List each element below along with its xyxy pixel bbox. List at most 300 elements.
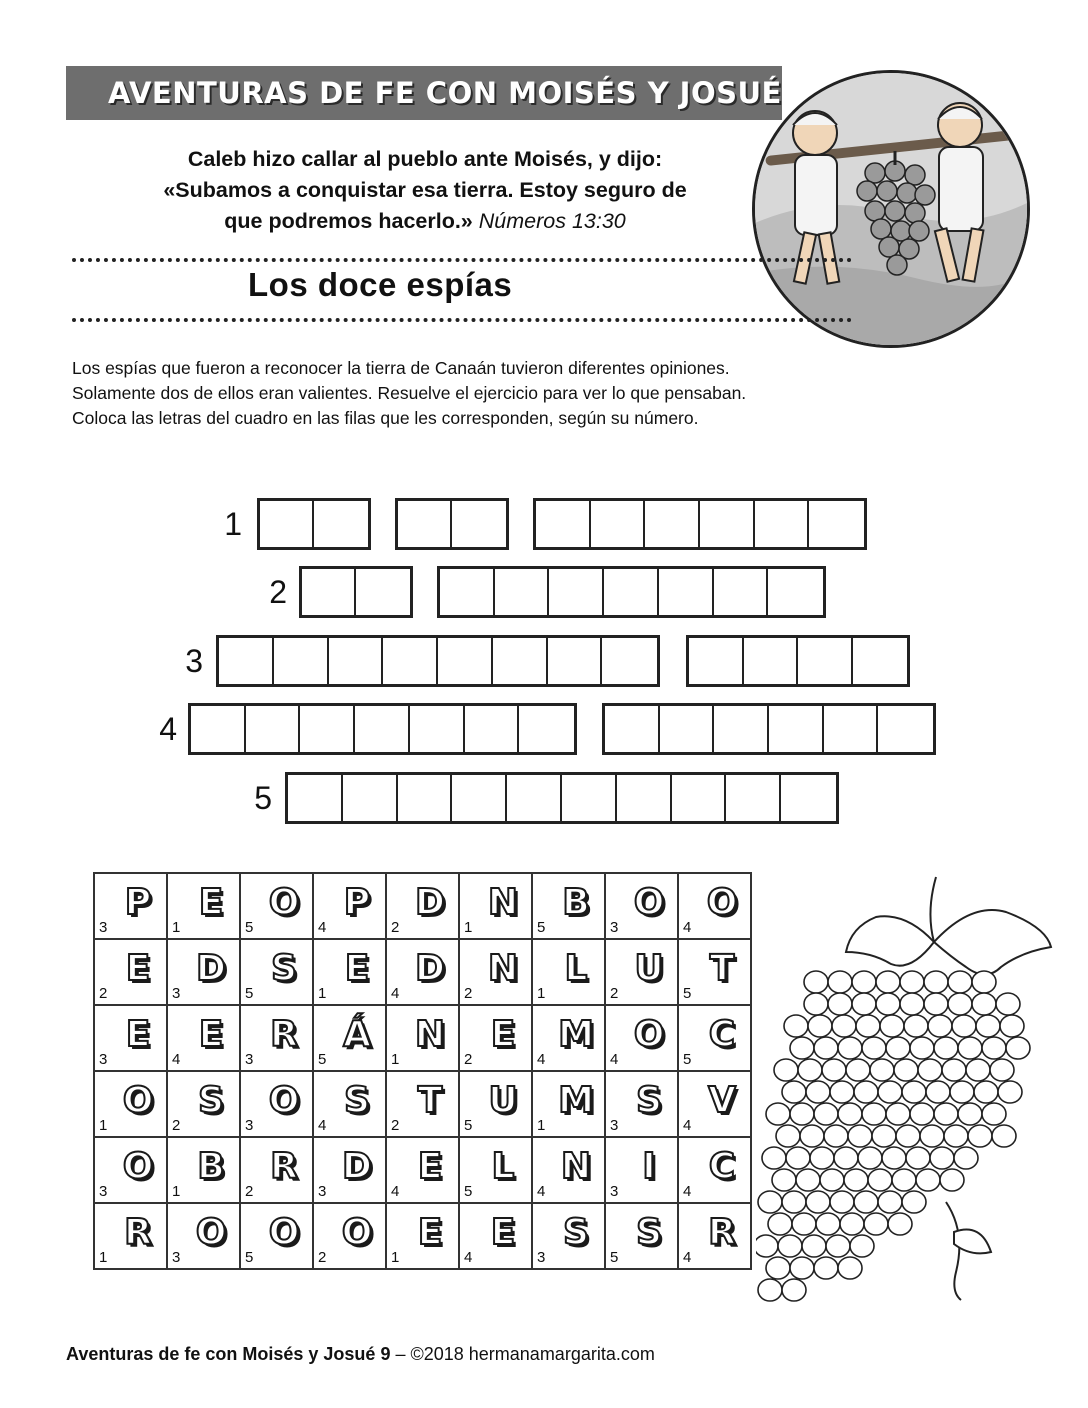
answer-letter-box[interactable] — [495, 569, 550, 615]
grape-berry — [854, 1191, 878, 1213]
grape-berry — [784, 1015, 808, 1037]
grid-letter: O — [122, 1146, 154, 1187]
grid-row-number: 5 — [245, 985, 254, 1002]
grid-cell — [94, 1137, 167, 1203]
answer-row-number: 1 — [224, 506, 242, 542]
grape-berry — [996, 993, 1020, 1015]
grid-cell — [313, 873, 386, 939]
grape-berry — [810, 1147, 834, 1169]
grid-row-number: 4 — [610, 1051, 619, 1068]
grid-row-number: 2 — [245, 1183, 254, 1200]
grape-berry — [832, 1015, 856, 1037]
grid-row-number: 4 — [683, 1117, 692, 1134]
grid-cell — [240, 873, 313, 939]
grid-cell — [605, 1203, 678, 1269]
grid-row-number: 3 — [610, 1183, 619, 1200]
grid-letter: U — [634, 948, 664, 989]
grid-row — [94, 873, 751, 939]
grape-berry — [934, 1037, 958, 1059]
grape-berry — [786, 1147, 810, 1169]
grape-berry — [830, 1191, 854, 1213]
grape-berry — [852, 993, 876, 1015]
grape-berry — [902, 1081, 926, 1103]
answer-letter-box[interactable] — [798, 638, 853, 684]
grid-letter: E — [344, 948, 370, 989]
grid-cell — [313, 939, 386, 1005]
instruction-line: Solamente dos de ellos eran valientes. Resuelve el ejercicio para ver lo que pensaban. — [72, 383, 747, 403]
grape-berry — [948, 993, 972, 1015]
grid-row-number: 1 — [99, 1117, 108, 1134]
grid-row-number: 5 — [318, 1051, 327, 1068]
answer-letter-box[interactable] — [645, 501, 700, 547]
grid-letter: O — [633, 1014, 665, 1055]
answer-letter-box[interactable] — [781, 775, 836, 821]
answer-letter-box[interactable] — [191, 706, 246, 752]
grape-berry — [778, 1235, 802, 1257]
grid-row-number: 3 — [172, 1249, 181, 1266]
grid-letter: B — [197, 1146, 225, 1187]
grape-berry — [782, 1279, 806, 1301]
grid-letter: D — [342, 1146, 372, 1187]
grid-row-number: 5 — [683, 1051, 692, 1068]
grid-letter: N — [414, 1014, 446, 1055]
answer-letter-box[interactable] — [314, 501, 368, 547]
grid-row-number: 1 — [172, 919, 181, 936]
grid-cell — [459, 873, 532, 939]
grid-row-number: 5 — [683, 985, 692, 1002]
grid-cell — [313, 1203, 386, 1269]
grid-cell — [386, 1203, 459, 1269]
answer-letter-box[interactable] — [591, 501, 646, 547]
answer-letter-box[interactable] — [519, 706, 574, 752]
grape-berry — [998, 1081, 1022, 1103]
grape-berry — [802, 1235, 826, 1257]
grid-letter: O — [706, 882, 738, 923]
answer-word — [437, 566, 826, 618]
grid-cell — [240, 1137, 313, 1203]
grid-letter: P — [124, 882, 152, 923]
grape-berry — [806, 1191, 830, 1213]
grid-cell — [386, 873, 459, 939]
grape-berry — [792, 1213, 816, 1235]
grid-letter: M — [558, 1014, 594, 1055]
grape-berry — [900, 993, 924, 1015]
answer-letter-box[interactable] — [714, 569, 769, 615]
grid-cell — [678, 1005, 751, 1071]
grid-cell — [167, 873, 240, 939]
grape-berry — [924, 993, 948, 1015]
grid-row-number: 3 — [245, 1051, 254, 1068]
grid-cell — [313, 1005, 386, 1071]
grid-letter: O — [122, 1080, 154, 1121]
answer-letter-box[interactable] — [617, 775, 672, 821]
grid-cell — [605, 1137, 678, 1203]
grid-row-number: 3 — [99, 919, 108, 936]
answer-letter-box[interactable] — [878, 706, 933, 752]
instruction-line: Coloca las letras del cuadro en las filas que les corresponden, según su número. — [72, 408, 699, 428]
grid-cell — [532, 1137, 605, 1203]
grid-row-number: 3 — [537, 1249, 546, 1266]
grape-berry — [808, 1015, 832, 1037]
grid-row-number: 4 — [391, 1183, 400, 1200]
grape-berry — [944, 1125, 968, 1147]
verse-line: Caleb hizo callar al pueblo ante Moisés, y dijo: — [187, 147, 663, 171]
grape-berry — [768, 1213, 792, 1235]
grid-row-number: 4 — [172, 1051, 181, 1068]
answer-word — [395, 498, 509, 550]
answer-letter-box[interactable] — [726, 775, 781, 821]
grape-berry — [902, 1191, 926, 1213]
grid-cell — [94, 939, 167, 1005]
answer-letter-box[interactable] — [398, 775, 453, 821]
answer-letter-box[interactable] — [219, 638, 274, 684]
answer-row-number: 3 — [185, 643, 203, 679]
grape-berry — [894, 1059, 918, 1081]
answer-letter-box[interactable] — [343, 775, 398, 821]
grape-berry — [796, 1169, 820, 1191]
grid-letter: S — [344, 1080, 370, 1121]
grape-berry — [850, 1235, 874, 1257]
grid-cell — [459, 1203, 532, 1269]
grid-letter: T — [709, 948, 735, 989]
grid-cell — [240, 1203, 313, 1269]
grape-berry — [958, 1103, 982, 1125]
grid-cell — [532, 939, 605, 1005]
grid-cell — [386, 939, 459, 1005]
answer-letter-box[interactable] — [672, 775, 727, 821]
answer-letter-box[interactable] — [604, 569, 659, 615]
answer-letter-box[interactable] — [260, 501, 314, 547]
grid-letter: E — [198, 1014, 224, 1055]
answer-letter-box[interactable] — [302, 569, 356, 615]
answer-letter-box[interactable] — [274, 638, 329, 684]
grid-letter: R — [270, 1146, 298, 1187]
grape-berry — [1006, 1037, 1030, 1059]
grape-berry — [926, 1081, 950, 1103]
grid-cell — [678, 1203, 751, 1269]
bible-verse — [80, 144, 770, 237]
footer-book: Aventuras de fe con Moisés y Josué 9 — [66, 1344, 391, 1364]
grape-berry — [920, 1125, 944, 1147]
answer-letter-box[interactable] — [355, 706, 410, 752]
answer-letter-box[interactable] — [493, 638, 548, 684]
grid-row — [94, 1137, 751, 1203]
answer-letter-box[interactable] — [700, 501, 755, 547]
grape-berry — [910, 1103, 934, 1125]
answer-letter-box[interactable] — [507, 775, 562, 821]
answer-letter-box[interactable] — [549, 569, 604, 615]
grid-letter: T — [417, 1080, 443, 1121]
grid-row-number: 1 — [391, 1051, 400, 1068]
grape-berry — [822, 1059, 846, 1081]
grid-row-number: 5 — [610, 1249, 619, 1266]
answer-letter-box[interactable] — [438, 638, 493, 684]
grape-berry — [928, 1015, 952, 1037]
grid-row-number: 4 — [391, 985, 400, 1002]
grape-berry — [862, 1103, 886, 1125]
grape-berry — [762, 1147, 786, 1169]
answer-letter-box[interactable] — [548, 638, 603, 684]
answer-letter-box[interactable] — [398, 501, 452, 547]
grape-berry — [814, 1037, 838, 1059]
grape-berry — [816, 1213, 840, 1235]
grape-berry — [930, 1147, 954, 1169]
grid-row-number: 2 — [391, 1117, 400, 1134]
grid-row-number: 2 — [464, 985, 473, 1002]
grid-cell — [605, 939, 678, 1005]
answer-letter-box[interactable] — [660, 706, 715, 752]
grid-row-number: 3 — [99, 1183, 108, 1200]
grape-berry — [972, 993, 996, 1015]
grape-berry — [834, 1147, 858, 1169]
grid-letter: C — [708, 1014, 736, 1055]
grape-berry — [864, 1213, 888, 1235]
grid-row-number: 4 — [683, 1183, 692, 1200]
answer-letter-box[interactable] — [452, 775, 507, 821]
grape-berry — [814, 1103, 838, 1125]
grape-berry — [806, 1081, 830, 1103]
grid-row-number: 5 — [537, 919, 546, 936]
grape-berry — [772, 1169, 796, 1191]
answer-letter-box[interactable] — [605, 706, 660, 752]
answer-letter-box[interactable] — [602, 638, 657, 684]
grape-berry — [878, 1081, 902, 1103]
grape-berry — [968, 1125, 992, 1147]
grid-row-number: 4 — [683, 919, 692, 936]
answer-letter-box[interactable] — [410, 706, 465, 752]
grid-letter: B — [562, 882, 590, 923]
grid-row — [94, 1203, 751, 1269]
grape-berry — [906, 1147, 930, 1169]
grid-cell — [240, 1005, 313, 1071]
grid-row-number: 2 — [391, 919, 400, 936]
grid-row — [94, 939, 751, 1005]
grid-row-number: 4 — [537, 1051, 546, 1068]
grape-berry — [954, 1147, 978, 1169]
grid-cell — [532, 873, 605, 939]
grape-berry — [940, 1169, 964, 1191]
answer-letter-box[interactable] — [689, 638, 744, 684]
grid-letter: N — [560, 1146, 592, 1187]
grape-berry — [800, 1125, 824, 1147]
grid-cell — [386, 1005, 459, 1071]
grape-berry — [910, 1037, 934, 1059]
answer-letter-box[interactable] — [824, 706, 879, 752]
grid-cell — [605, 1071, 678, 1137]
grid-row-number: 3 — [99, 1051, 108, 1068]
grid-cell — [678, 1071, 751, 1137]
grid-cell — [678, 1137, 751, 1203]
grid-cell — [459, 1005, 532, 1071]
grid-letter: E — [417, 1212, 443, 1253]
grape-berry — [782, 1081, 806, 1103]
grape-berry — [858, 1147, 882, 1169]
grid-row-number: 1 — [391, 1249, 400, 1266]
grape-berry — [862, 1037, 886, 1059]
grid-row-number: 1 — [99, 1249, 108, 1266]
grid-row-number: 2 — [318, 1249, 327, 1266]
grape-berry — [878, 1191, 902, 1213]
answer-letter-box[interactable] — [452, 501, 506, 547]
grid-letter: O — [195, 1212, 227, 1253]
grape-berry — [948, 971, 972, 993]
grape-berry — [876, 971, 900, 993]
answer-letter-box[interactable] — [440, 569, 495, 615]
grid-row-number: 2 — [172, 1117, 181, 1134]
grape-berry — [814, 1257, 838, 1279]
grid-row-number: 5 — [245, 1249, 254, 1266]
answer-letter-box[interactable] — [536, 501, 591, 547]
grape-berry — [958, 1037, 982, 1059]
grape-berry — [828, 993, 852, 1015]
answer-row-number: 5 — [254, 780, 272, 816]
grid-cell — [240, 1071, 313, 1137]
grid-letter: L — [491, 1146, 515, 1187]
grid-cell — [167, 1137, 240, 1203]
grape-berry — [916, 1169, 940, 1191]
grid-cell — [532, 1203, 605, 1269]
grid-letter: P — [343, 882, 371, 923]
grid-row-number: 3 — [610, 919, 619, 936]
answer-letter-box[interactable] — [744, 638, 799, 684]
grid-cell — [459, 1137, 532, 1203]
grid-letter: E — [490, 1212, 516, 1253]
answer-word — [686, 635, 910, 687]
grape-berry — [888, 1213, 912, 1235]
verse-line-text: que podremos hacerlo.» — [224, 209, 473, 233]
answer-letter-box[interactable] — [659, 569, 714, 615]
grape-berry — [782, 1191, 806, 1213]
grid-row-number: 1 — [172, 1183, 181, 1200]
grid-letter: E — [125, 948, 151, 989]
grid-cell — [386, 1137, 459, 1203]
grid-letter: N — [487, 882, 519, 923]
grape-berry — [972, 971, 996, 993]
grape-berry — [892, 1169, 916, 1191]
page-title: AVENTURAS DE FE CON MOISÉS Y JOSUÉ — [108, 76, 782, 110]
grape-berry — [904, 1015, 928, 1037]
grape-berry — [918, 1059, 942, 1081]
grape-berry — [950, 1081, 974, 1103]
grape-berry — [766, 1257, 790, 1279]
grid-letter: D — [415, 948, 445, 989]
grape-berry — [942, 1059, 966, 1081]
answer-word — [602, 703, 936, 755]
grape-berry — [790, 1257, 814, 1279]
grid-row-number: 3 — [610, 1117, 619, 1134]
grape-berry — [1000, 1015, 1024, 1037]
grid-letter: E — [490, 1014, 516, 1055]
answer-letter-box[interactable] — [562, 775, 617, 821]
grape-berry — [766, 1103, 790, 1125]
grid-letter: O — [268, 1080, 300, 1121]
grid-cell — [94, 873, 167, 939]
answer-letter-box[interactable] — [356, 569, 410, 615]
grid-cell — [94, 1203, 167, 1269]
grid-cell — [532, 1071, 605, 1137]
answer-letter-box[interactable] — [768, 569, 823, 615]
grid-cell — [678, 873, 751, 939]
grid-letter: R — [270, 1014, 298, 1055]
answer-letter-box[interactable] — [300, 706, 355, 752]
grape-berry — [900, 971, 924, 993]
grape-berry — [856, 1015, 880, 1037]
answer-word — [533, 498, 867, 550]
grid-cell — [240, 939, 313, 1005]
grid-cell — [94, 1005, 167, 1071]
answer-letter-box[interactable] — [853, 638, 907, 684]
grid-row-number: 4 — [537, 1183, 546, 1200]
grape-berry — [896, 1125, 920, 1147]
grape-berry — [974, 1081, 998, 1103]
grid-row-number: 2 — [99, 985, 108, 1002]
grape-berry — [854, 1081, 878, 1103]
answer-letter-box[interactable] — [383, 638, 438, 684]
answer-word — [188, 703, 577, 755]
grid-row-number: 5 — [464, 1183, 473, 1200]
answer-letter-box[interactable] — [755, 501, 810, 547]
answer-letter-box[interactable] — [769, 706, 824, 752]
grape-berry — [840, 1213, 864, 1235]
grid-cell — [678, 939, 751, 1005]
grid-row-number: 3 — [245, 1117, 254, 1134]
grid-row-number: 3 — [172, 985, 181, 1002]
grid-letter: E — [198, 882, 224, 923]
grid-letter: C — [708, 1146, 736, 1187]
grape-berry — [886, 1037, 910, 1059]
grid-row-number: 4 — [318, 919, 327, 936]
grid-letter: O — [268, 1212, 300, 1253]
grid-letter: L — [564, 948, 588, 989]
answer-letter-box[interactable] — [809, 501, 864, 547]
grape-berry — [976, 1015, 1000, 1037]
grid-letter: Á — [343, 1014, 371, 1055]
grape-berry — [838, 1257, 862, 1279]
grid-row-number: 4 — [318, 1117, 327, 1134]
grid-letter: D — [415, 882, 445, 923]
grid-row-number: 5 — [245, 919, 254, 936]
answer-letter-box[interactable] — [465, 706, 520, 752]
grape-berry — [952, 1015, 976, 1037]
grid-letter: N — [487, 948, 519, 989]
page-footer — [66, 1344, 655, 1365]
grape-berry — [756, 1235, 778, 1257]
grape-berry — [966, 1059, 990, 1081]
grid-row-number: 4 — [464, 1249, 473, 1266]
answer-word — [216, 635, 660, 687]
grid-row — [94, 1005, 751, 1071]
verse-line — [80, 206, 770, 237]
grid-cell — [167, 1203, 240, 1269]
grid-row — [94, 1071, 751, 1137]
answer-letter-box[interactable] — [714, 706, 769, 752]
grape-berry — [838, 1037, 862, 1059]
grape-berry — [758, 1191, 782, 1213]
grape-berry — [826, 1235, 850, 1257]
grape-berry — [882, 1147, 906, 1169]
answer-letter-box[interactable] — [329, 638, 384, 684]
grape-berry — [870, 1059, 894, 1081]
grape-berry — [982, 1037, 1006, 1059]
answer-letter-box[interactable] — [288, 775, 343, 821]
grid-letter: O — [268, 882, 300, 923]
grid-row-number: 1 — [464, 919, 473, 936]
grid-row-number: 2 — [610, 985, 619, 1002]
verse-line: «Subamos a conquistar esa tierra. Estoy seguro de — [163, 178, 687, 202]
answer-letter-box[interactable] — [246, 706, 301, 752]
grape-berry — [992, 1125, 1016, 1147]
grid-row-number: 2 — [464, 1051, 473, 1068]
